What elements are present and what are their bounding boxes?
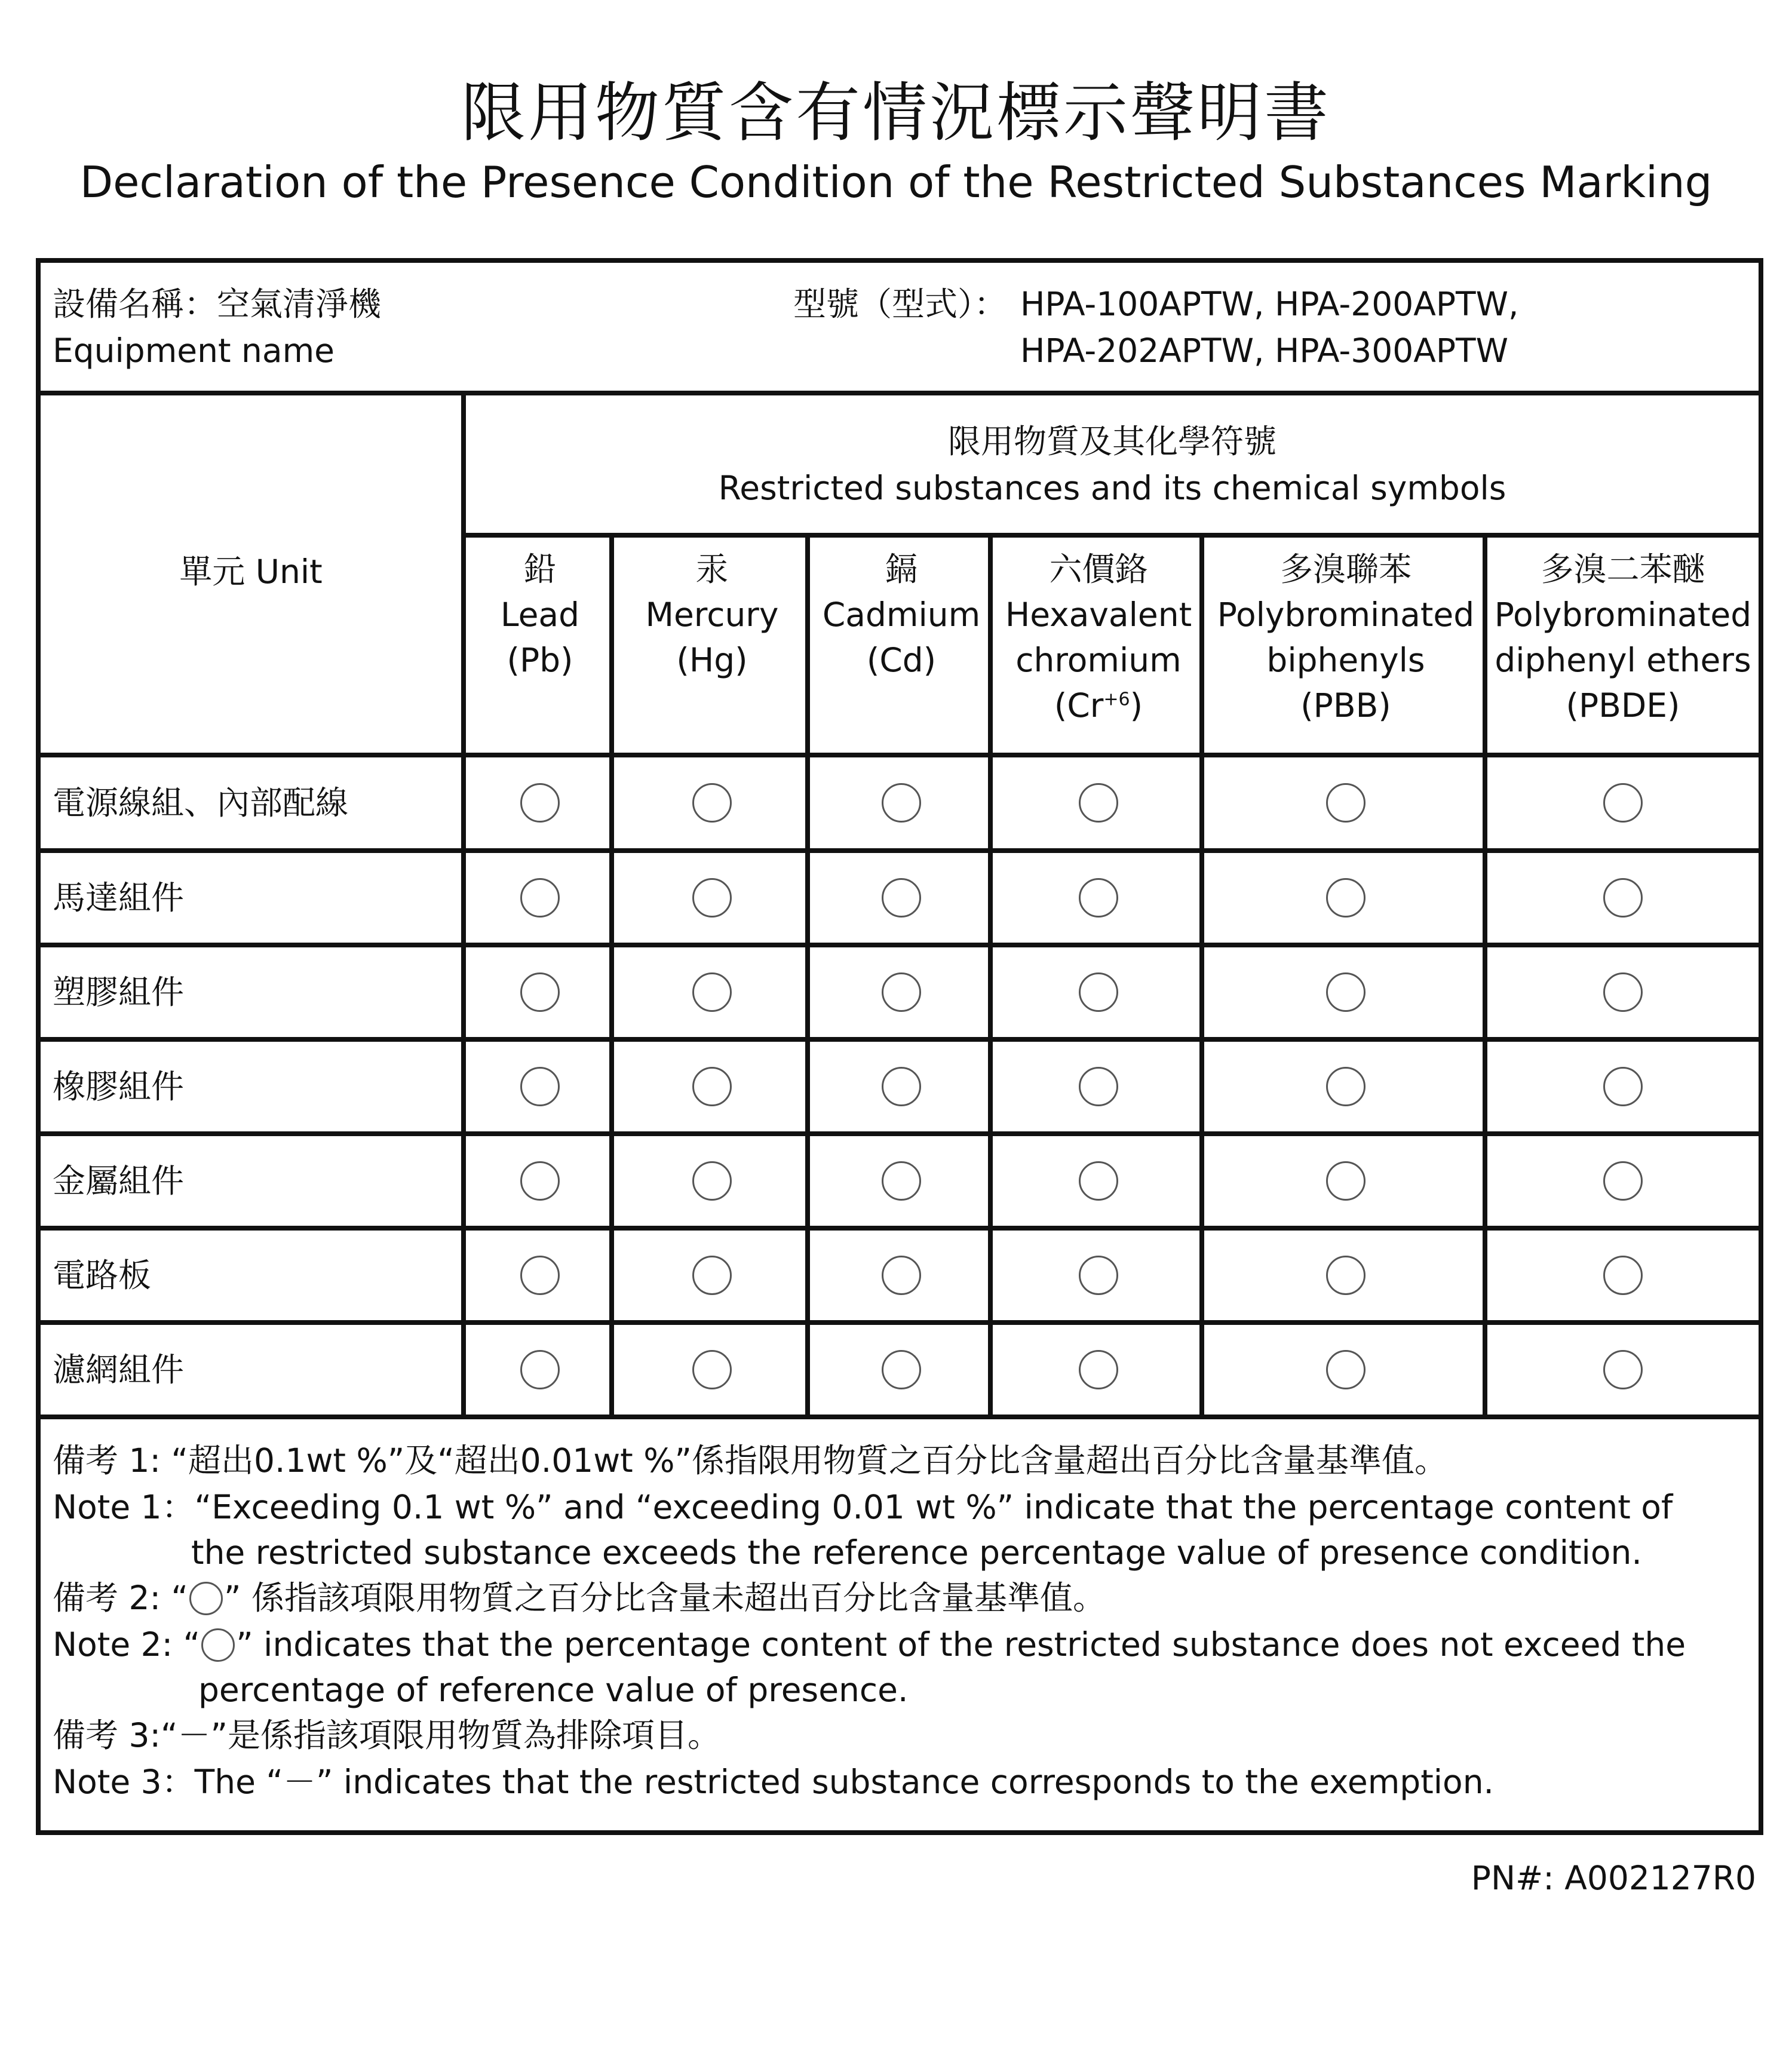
not-exceeding-mark-icon (1326, 1350, 1366, 1389)
note-2-en-pre: Note 2: “ (53, 1625, 201, 1664)
not-exceeding-mark-icon (1079, 783, 1118, 823)
column-header-en-2: biphenyls (1266, 641, 1425, 679)
not-exceeding-mark-icon (692, 1350, 732, 1389)
note-2-en-post: ” indicates that the percentage content of the restricted substance does not exceed the (236, 1625, 1686, 1664)
column-header-en-1: Polybrominated (1494, 596, 1752, 634)
column-header-en-2: chromium (1015, 641, 1182, 679)
circle-symbol-icon (189, 1582, 223, 1615)
row-unit-label: 濾網組件 (53, 1351, 185, 1389)
not-exceeding-mark-icon (1079, 1067, 1118, 1106)
note-2-zh (53, 1575, 1106, 1621)
note-2-en (53, 1621, 1686, 1668)
divider-row-3 (41, 1037, 1759, 1042)
row-unit-label: 馬達組件 (53, 879, 185, 917)
model-list-line-1: HPA-100APTW, HPA-200APTW, (1020, 285, 1519, 323)
unit-header: 單元 Unit (179, 553, 323, 591)
divider-row-1 (41, 848, 1759, 853)
note-3-zh: 備考 3:“－”是係指該項限用物質為排除項目。 (53, 1716, 720, 1754)
not-exceeding-mark-icon (692, 1161, 732, 1201)
column-header-en-2: (Hg) (676, 641, 748, 679)
not-exceeding-mark-icon (1603, 1067, 1643, 1106)
not-exceeding-mark-icon (1326, 1067, 1366, 1106)
not-exceeding-mark-icon (520, 1067, 560, 1106)
column-header-en-2: (Cd) (866, 641, 937, 679)
note-1-zh: 備考 1: “超出0.1wt %”及“超出0.01wt %”係指限用物質之百分比含量超出百分比含量基準值。 (53, 1441, 1447, 1480)
column-header-en-3-text: (Cr (1054, 686, 1104, 725)
not-exceeding-mark-icon (692, 972, 732, 1012)
not-exceeding-mark-icon (1603, 1256, 1643, 1295)
not-exceeding-mark-icon (1326, 1161, 1366, 1201)
divider-row-6 (41, 1320, 1759, 1325)
divider-group-header (461, 533, 1759, 538)
not-exceeding-mark-icon (882, 1350, 921, 1389)
equipment-name-en: Equipment name (53, 332, 335, 370)
not-exceeding-mark-icon (1603, 972, 1643, 1012)
column-header-en-3-end: ) (1130, 686, 1143, 725)
column-header-en-1: Hexavalent (1005, 596, 1192, 634)
declaration-table (36, 258, 1763, 1835)
not-exceeding-mark-icon (520, 1161, 560, 1201)
model-label: 型號（型式）： (793, 285, 1007, 323)
divider-equipment (41, 391, 1759, 395)
not-exceeding-mark-icon (1603, 1161, 1643, 1201)
not-exceeding-mark-icon (520, 1350, 560, 1389)
not-exceeding-mark-icon (1326, 972, 1366, 1012)
not-exceeding-mark-icon (882, 783, 921, 823)
note-2-zh-post: ” 係指該項限用物質之百分比含量未超出百分比含量基準值。 (223, 1579, 1106, 1617)
not-exceeding-mark-icon (692, 1256, 732, 1295)
not-exceeding-mark-icon (520, 1256, 560, 1295)
not-exceeding-mark-icon (1079, 1161, 1118, 1201)
note-2-zh-pre: 備考 2: “ (53, 1579, 188, 1617)
circle-symbol-icon (201, 1628, 235, 1662)
column-header-en-1: Polybrominated (1217, 596, 1475, 634)
not-exceeding-mark-icon (1079, 972, 1118, 1012)
column-header-zh: 多溴聯苯 (1279, 550, 1411, 588)
column-header-zh: 鉛 (523, 550, 557, 588)
column-header-zh: 汞 (695, 550, 729, 588)
not-exceeding-mark-icon (520, 878, 560, 918)
column-header-zh: 六價鉻 (1049, 550, 1148, 588)
not-exceeding-mark-icon (1603, 878, 1643, 918)
not-exceeding-mark-icon (1326, 783, 1366, 823)
equipment-name-zh: 設備名稱：空氣清淨機 (53, 285, 382, 323)
not-exceeding-mark-icon (1079, 1350, 1118, 1389)
column-header-en-1: Cadmium (822, 596, 981, 634)
divider-row-2 (41, 943, 1759, 947)
divider-unit-col (461, 391, 466, 1419)
column-header-en-3: (PBDE) (1566, 686, 1680, 725)
not-exceeding-mark-icon (882, 1067, 921, 1106)
column-header-zh: 多溴二苯醚 (1541, 550, 1705, 588)
model-list-line-2: HPA-202APTW, HPA-300APTW (1020, 332, 1508, 370)
not-exceeding-mark-icon (692, 783, 732, 823)
column-header-en-3: (PBB) (1300, 686, 1391, 725)
column-header-superscript: +6 (1103, 689, 1130, 710)
note-2-en-cont: percentage of reference value of presence. (198, 1671, 909, 1709)
not-exceeding-mark-icon (882, 1256, 921, 1295)
note-3-en: Note 3：The “－” indicates that the restricted substance corresponds to the exemption. (53, 1763, 1495, 1801)
column-header-en-1: Lead (500, 596, 580, 634)
not-exceeding-mark-icon (1079, 878, 1118, 918)
group-header-en: Restricted substances and its chemical symbols (718, 469, 1506, 507)
not-exceeding-mark-icon (1326, 878, 1366, 918)
row-unit-label: 塑膠組件 (53, 973, 185, 1011)
column-header-en-1: Mercury (645, 596, 779, 634)
divider-row-4 (41, 1131, 1759, 1136)
row-unit-label: 電路板 (53, 1256, 152, 1294)
row-unit-label: 金屬組件 (53, 1162, 185, 1200)
not-exceeding-mark-icon (692, 1067, 732, 1106)
not-exceeding-mark-icon (1079, 1256, 1118, 1295)
column-header-en-3 (993, 682, 1204, 729)
column-header-en-2: (Pb) (507, 641, 573, 679)
row-unit-label: 電源線組、內部配線 (53, 784, 349, 822)
not-exceeding-mark-icon (692, 878, 732, 918)
divider-table-bottom (41, 1415, 1759, 1419)
not-exceeding-mark-icon (882, 878, 921, 918)
not-exceeding-mark-icon (520, 972, 560, 1012)
document-title-zh: 限用物質含有情況標示聲明書 (461, 76, 1331, 151)
not-exceeding-mark-icon (1326, 1256, 1366, 1295)
not-exceeding-mark-icon (882, 1161, 921, 1201)
divider-row-5 (41, 1226, 1759, 1231)
column-header-zh: 鎘 (885, 550, 918, 588)
document-title-en: Declaration of the Presence Condition of the Restricted Substances Marking (79, 157, 1713, 207)
not-exceeding-mark-icon (882, 972, 921, 1012)
row-unit-label: 橡膠組件 (53, 1067, 185, 1106)
not-exceeding-mark-icon (1603, 1350, 1643, 1389)
part-number: PN#: A002127R0 (1471, 1859, 1756, 1897)
not-exceeding-mark-icon (1603, 783, 1643, 823)
column-header-en-2: diphenyl ethers (1495, 641, 1751, 679)
note-1-en: Note 1：“Exceeding 0.1 wt %” and “exceeding 0.01 wt %” indicate that the percentage content of (53, 1488, 1673, 1526)
group-header-zh: 限用物質及其化學符號 (947, 422, 1277, 461)
note-1-en-cont: the restricted substance exceeds the reference percentage value of presence condition. (191, 1533, 1642, 1572)
not-exceeding-mark-icon (520, 783, 560, 823)
divider-header-bottom (41, 753, 1759, 757)
